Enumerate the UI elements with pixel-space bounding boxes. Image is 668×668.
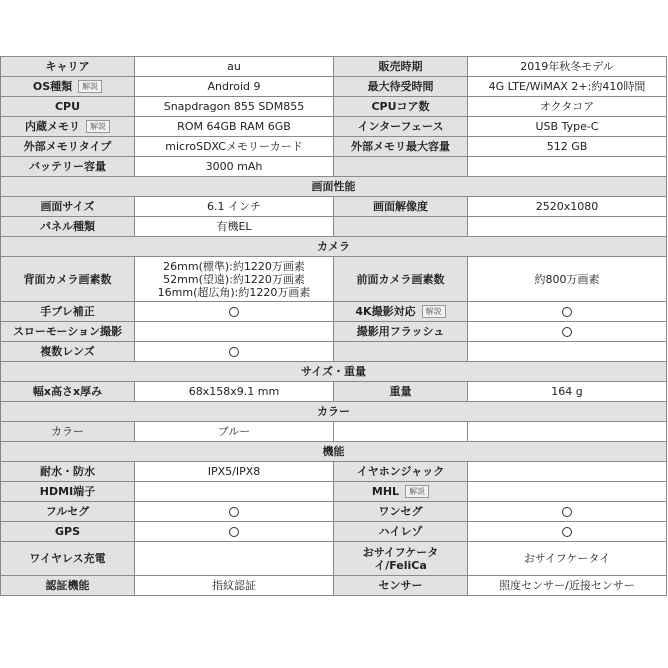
label-sensor: センサー [334, 576, 468, 596]
label-cpu: CPU [1, 97, 135, 117]
rear-camera-line-3: 16mm(超広角):約1220万画素 [157, 285, 311, 299]
label-stabilizer: 手ブレ補正 [1, 302, 135, 322]
section-title-screen: 画面性能 [1, 177, 667, 197]
section-title-color: カラー [1, 402, 667, 422]
value-cpu: Snapdragon 855 SDM855 [135, 97, 334, 117]
spec-table [0, 56, 667, 596]
label-flash: 撮影用フラッシュ [334, 322, 468, 342]
label-mhl [334, 482, 468, 502]
value-cpu-cores: オクタコア [468, 97, 667, 117]
row-hdmi [1, 482, 667, 502]
label-os-text: OS種類 [32, 80, 73, 93]
value-hdmi [135, 482, 334, 502]
value-panel: 有機EL [135, 217, 334, 237]
explain-badge-4k[interactable]: 解説 [422, 305, 446, 318]
value-auth: 指紋認証 [135, 576, 334, 596]
value-memory: ROM 64GB RAM 6GB [135, 117, 334, 137]
value-standby: 4G LTE/WiMAX 2+:約410時間 [468, 77, 667, 97]
section-title-size: サイズ・重量 [1, 362, 667, 382]
value-empty [334, 422, 468, 442]
label-gps: GPS [1, 522, 135, 542]
section-title-features: 機能 [1, 442, 667, 462]
explain-badge-mhl[interactable]: 解説 [405, 485, 429, 498]
label-osaifu-line-2: イ/FeliCa [374, 558, 427, 572]
value-gps [135, 522, 334, 542]
row-camera-px [1, 257, 667, 302]
circle-icon [229, 307, 239, 317]
label-4k-text: 4K撮影対応 [355, 305, 416, 318]
value-earphone [468, 462, 667, 482]
label-interface: インターフェース [334, 117, 468, 137]
value-osaifu: おサイフケータイ [468, 542, 667, 576]
label-resolution: 画面解像度 [334, 197, 468, 217]
label-memory [1, 117, 135, 137]
value-empty [468, 217, 667, 237]
circle-icon [562, 307, 572, 317]
label-cpu-cores: CPUコア数 [334, 97, 468, 117]
value-fullseg [135, 502, 334, 522]
label-empty [334, 217, 468, 237]
explain-badge-os[interactable]: 解説 [78, 80, 102, 93]
rear-camera-line-2: 52mm(望遠):約1220万画素 [163, 272, 305, 286]
row-carrier [1, 57, 667, 77]
section-size [1, 362, 667, 382]
value-interface: USB Type-C [468, 117, 667, 137]
value-ext-memory-max: 512 GB [468, 137, 667, 157]
circle-icon [229, 347, 239, 357]
circle-icon [562, 327, 572, 337]
circle-icon [229, 507, 239, 517]
row-battery [1, 157, 667, 177]
value-release: 2019年秋冬モデル [468, 57, 667, 77]
label-osaifu-line-1: おサイフケータ [362, 545, 439, 559]
row-dimensions [1, 382, 667, 402]
label-carrier: キャリア [1, 57, 135, 77]
value-empty [468, 342, 667, 362]
row-slowmo [1, 322, 667, 342]
value-waterproof: IPX5/IPX8 [135, 462, 334, 482]
section-screen [1, 177, 667, 197]
value-wireless [135, 542, 334, 576]
label-ext-memory-max: 外部メモリ最大容量 [334, 137, 468, 157]
value-stabilizer [135, 302, 334, 322]
circle-icon [229, 527, 239, 537]
label-front-camera: 前面カメラ画素数 [334, 257, 468, 302]
label-color: カラー [1, 422, 135, 442]
row-screen-size [1, 197, 667, 217]
label-os [1, 77, 135, 97]
label-ext-memory: 外部メモリタイプ [1, 137, 135, 157]
label-slowmo: スローモーション撮影 [1, 322, 135, 342]
row-color [1, 422, 667, 442]
label-dimensions: 幅x高さx厚み [1, 382, 135, 402]
section-title-camera: カメラ [1, 237, 667, 257]
value-color: ブルー [135, 422, 334, 442]
row-gps [1, 522, 667, 542]
row-waterproof [1, 462, 667, 482]
row-memory [1, 117, 667, 137]
circle-icon [562, 527, 572, 537]
label-osaifu [334, 542, 468, 576]
label-oneseg: ワンセグ [334, 502, 468, 522]
value-multilens [135, 342, 334, 362]
value-4k [468, 302, 667, 322]
row-panel [1, 217, 667, 237]
label-wireless: ワイヤレス充電 [1, 542, 135, 576]
label-empty [334, 157, 468, 177]
label-auth: 認証機能 [1, 576, 135, 596]
value-flash [468, 322, 667, 342]
label-battery: バッテリー容量 [1, 157, 135, 177]
value-hires [468, 522, 667, 542]
value-slowmo [135, 322, 334, 342]
value-resolution: 2520x1080 [468, 197, 667, 217]
row-fullseg [1, 502, 667, 522]
label-empty [334, 342, 468, 362]
label-rear-camera: 背面カメラ画素数 [1, 257, 135, 302]
row-stabilizer [1, 302, 667, 322]
label-panel: パネル種類 [1, 217, 135, 237]
circle-icon [562, 507, 572, 517]
row-multilens [1, 342, 667, 362]
label-waterproof: 耐水・防水 [1, 462, 135, 482]
value-weight: 164 g [468, 382, 667, 402]
section-camera [1, 237, 667, 257]
row-ext-memory [1, 137, 667, 157]
value-mhl [468, 482, 667, 502]
row-auth [1, 576, 667, 596]
value-oneseg [468, 502, 667, 522]
row-os [1, 77, 667, 97]
label-multilens: 複数レンズ [1, 342, 135, 362]
section-color [1, 402, 667, 422]
value-screen-size: 6.1 インチ [135, 197, 334, 217]
value-empty [468, 422, 667, 442]
section-features [1, 442, 667, 462]
value-empty [468, 157, 667, 177]
rear-camera-line-1: 26mm(標準):約1220万画素 [163, 259, 305, 273]
label-release: 販売時期 [334, 57, 468, 77]
label-weight: 重量 [334, 382, 468, 402]
label-mhl-text: MHL [371, 485, 400, 498]
value-dimensions: 68x158x9.1 mm [135, 382, 334, 402]
value-os: Android 9 [135, 77, 334, 97]
label-earphone: イヤホンジャック [334, 462, 468, 482]
value-rear-camera [135, 257, 334, 302]
value-front-camera: 約800万画素 [468, 257, 667, 302]
explain-badge-memory[interactable]: 解説 [86, 120, 110, 133]
value-sensor: 照度センサー/近接センサー [468, 576, 667, 596]
value-battery: 3000 mAh [135, 157, 334, 177]
label-standby: 最大待受時間 [334, 77, 468, 97]
row-cpu [1, 97, 667, 117]
label-4k [334, 302, 468, 322]
label-memory-text: 内蔵メモリ [25, 120, 80, 133]
row-wireless [1, 542, 667, 576]
value-carrier: au [135, 57, 334, 77]
label-hires: ハイレゾ [334, 522, 468, 542]
label-hdmi: HDMI端子 [1, 482, 135, 502]
label-screen-size: 画面サイズ [1, 197, 135, 217]
value-ext-memory: microSDXCメモリーカード [135, 137, 334, 157]
label-fullseg: フルセグ [1, 502, 135, 522]
